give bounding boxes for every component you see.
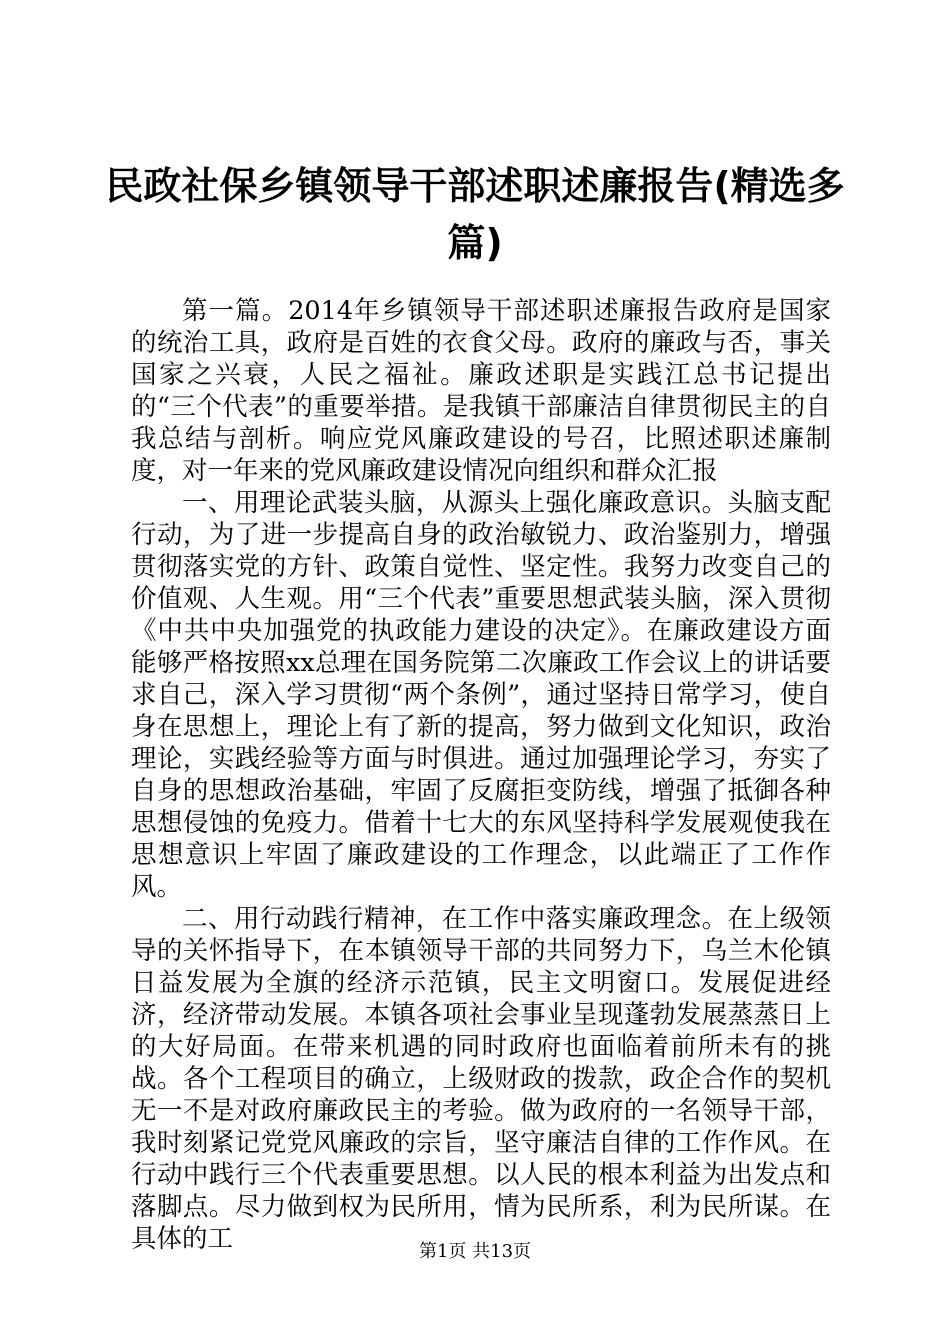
page-footer: 第1页 共13页 <box>418 1241 532 1262</box>
document-body <box>131 295 831 1255</box>
title-line-2: 篇) <box>447 221 503 265</box>
paragraph-2: 一、用理论武装头脑，从源头上强化廉政意识。头脑支配行动，为了进一步提高自身的政治敏锐力、政治鉴别力，增强贯彻落实党的方针、政策自觉性、坚定性。我努力改变自己的价值观、人生观。用“三个代表”重要思想武装头脑，深入贯彻《中共中央加强党的执政能力建设的决定》。在廉政建设方面能够严格按照xx总理在国务院第二次廉政工作会议上的讲话要求自己，深入学习贯彻“两个条例”，通过坚持日常学习，使自身在思想上，理论上有了新的提高，努力做到文化知识，政治理论，实践经验等方面与时俱进。通过加强理论学习，夯实了自身的思想政治基础，牢固了反腐拒变防线，增强了抵御各种思想侵蚀的免疫力。借着十七大的东风坚持科学发展观使我在思想意识上牢固了廉政建设的工作理念，以此端正了工作作风。 <box>131 488 831 902</box>
paragraph-3: 二、用行动践行精神，在工作中落实廉政理念。在上级领导的关怀指导下，在本镇领导干部的共同努力下，乌兰木伦镇日益发展为全旗的经济示范镇，民主文明窗口。发展促进经济，经济带动发展。本镇各项社会事业呈现蓬勃发展蒸蒸日上的大好局面。在带来机遇的同时政府也面临着前所未有的挑战。各个工程项目的确立，上级财政的拨款，政企合作的契机无一不是对政府廉政民主的考验。做为政府的一名领导干部，我时刻紧记党党风廉政的宗旨，坚守廉洁自律的工作作风。在行动中践行三个代表重要思想。以人民的根本利益为出发点和落脚点。尽力做到权为民所用，情为民所系，利为民所谋。在具体的工 <box>131 904 831 1254</box>
document-title <box>100 158 850 272</box>
paragraph-1: 第一篇。2014年乡镇领导干部述职述廉报告政府是国家的统治工具，政府是百姓的衣食父母。政府的廉政与否，事关国家之兴衰，人民之福祉。廉政述职是实践江总书记提出的“三个代表”的重要举措。是我镇干部廉洁自律贯彻民主的自我总结与剖析。响应党风廉政建设的号召，比照述职述廉制度，对一年来的党风廉政建设情况向组织和群众汇报 <box>131 296 831 486</box>
title-line-1: 民政社保乡镇领导干部述职述廉报告(精选多 <box>105 164 845 208</box>
